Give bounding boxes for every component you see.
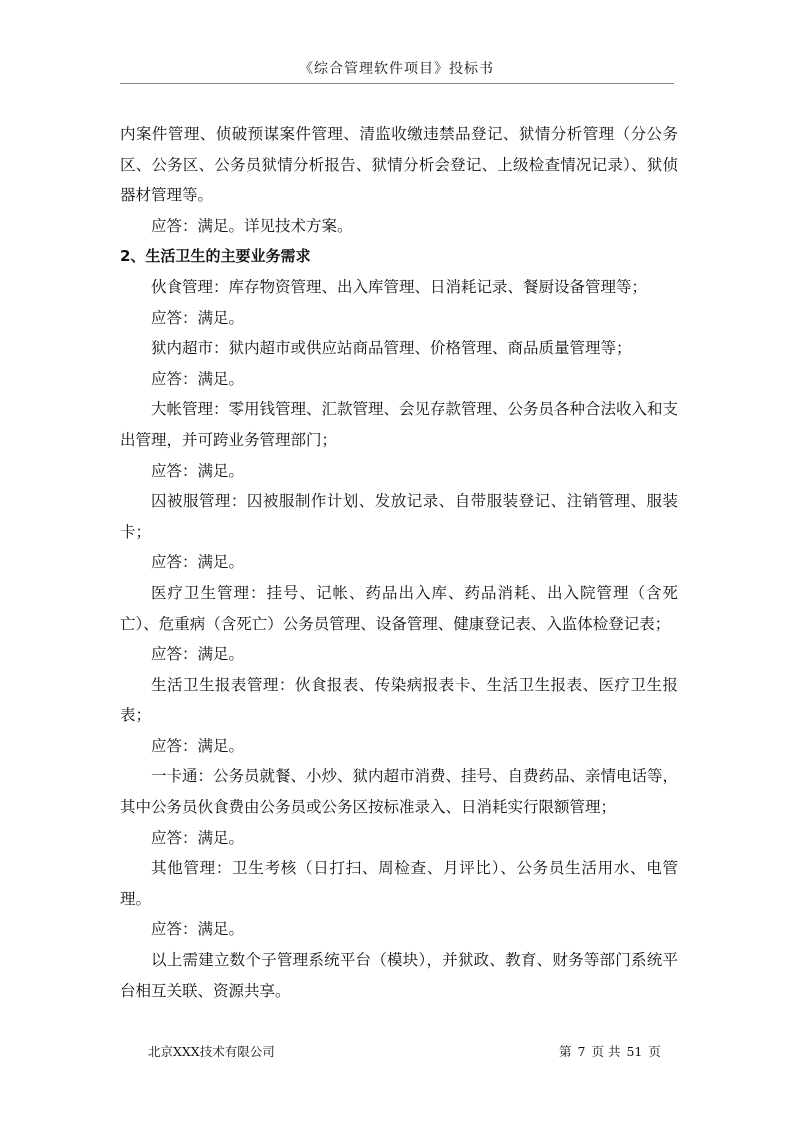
paragraph: 囚被服管理：囚被服制作计划、发放记录、自带服装登记、注销管理、服装卡；: [120, 492, 678, 541]
answer-paragraph: 应答：满足。: [151, 645, 245, 664]
answer-paragraph: 应答：满足。: [151, 308, 245, 327]
answer-paragraph: 应答：满足。: [151, 369, 245, 388]
paragraph: 生活卫生报表管理：伙食报表、传染病报表卡、生活卫生报表、医疗卫生报表；: [120, 675, 678, 725]
document-body: [120, 119, 678, 1006]
paragraph: 其他管理：卫生考核（日打扫、周检查、月评比）、公务员生活用水、电管理。: [120, 859, 678, 908]
page-header-title: 《综合管理软件项目》投标书: [299, 61, 494, 77]
answer-paragraph: 应答：满足。: [151, 553, 245, 572]
page-prefix: 第: [559, 1044, 572, 1059]
page-suffix: 页: [648, 1044, 661, 1059]
header-divider: [120, 83, 674, 84]
answer-paragraph: 应答：满足。: [151, 920, 245, 939]
answer-paragraph: 应答：满足。: [151, 736, 245, 755]
paragraph: 狱内超市：狱内超市或供应站商品管理、价格管理、商品质量管理等；: [151, 339, 632, 358]
paragraph: 医疗卫生管理：挂号、记帐、药品出入库、药品消耗、出入院管理（含死亡）、危重病（含死亡）公务员管理、设备管理、健康登记表、入监体检登记表；: [120, 583, 678, 633]
paragraph: 大帐管理：零用钱管理、汇款管理、会见存款管理、公务员各种合法收入和支出管理，并可跨业务管理部门；: [120, 400, 679, 449]
answer-paragraph: 应答：满足。详见技术方案。: [151, 216, 353, 235]
answer-paragraph: 应答：满足。: [151, 828, 245, 847]
footer-page-info: [556, 1042, 664, 1060]
answer-paragraph: 应答：满足。: [151, 461, 245, 480]
page-total: 51: [626, 1044, 643, 1059]
paragraph: 一卡通：公务员就餐、小炒、狱内超市消费、挂号、自费药品、亲情电话等，其中公务员伙食费由公务员或公务区按标准录入、日消耗实行限额管理；: [120, 767, 679, 817]
paragraph: 内案件管理、侦破预谋案件管理、清监收缴违禁品登记、狱情分析管理（分公务区、公务区、公务员狱情分析报告、狱情分析会登记、上级检查情况记录）、狱侦器材管理等。: [120, 125, 678, 205]
footer-company: 北京XXX技术有限公司: [148, 1044, 275, 1059]
page-mid: 页 共: [591, 1044, 621, 1059]
page-number: 7: [577, 1044, 586, 1059]
paragraph: 以上需建立数个子管理系统平台（模块），并狱政、教育、财务等部门系统平台相互关联、资源共享。: [120, 951, 678, 1000]
section-heading: 2、生活卫生的主要业务需求: [120, 247, 311, 266]
paragraph: 伙食管理：库存物资管理、出入库管理、日消耗记录、餐厨设备管理等；: [151, 277, 648, 296]
